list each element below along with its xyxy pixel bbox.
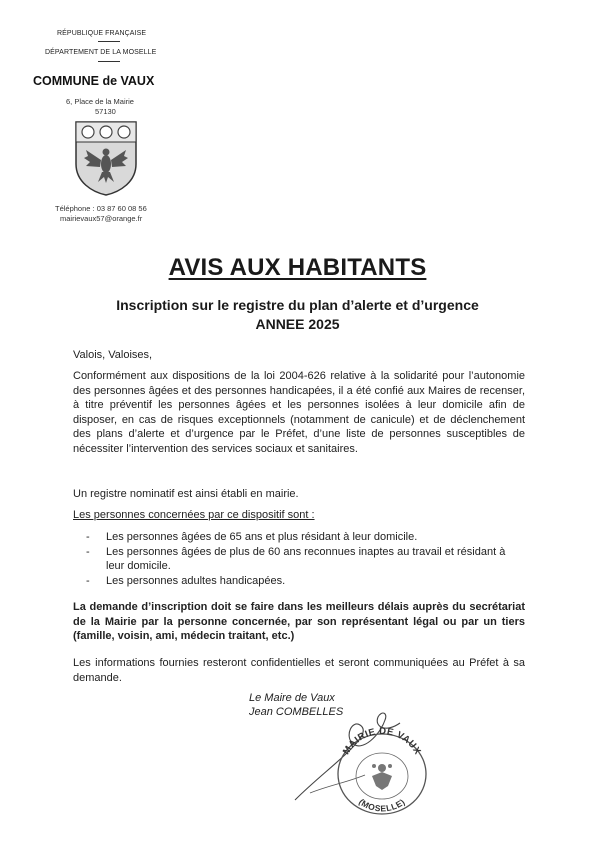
republic-line: RÉPUBLIQUE FRANÇAISE xyxy=(57,30,147,37)
concerned-list xyxy=(86,530,526,588)
subtitle-line-1: Inscription sur le registre du plan d’alerte et d’urgence xyxy=(116,297,479,313)
republic-divider xyxy=(98,41,120,42)
signature-role: Le Maire de Vaux xyxy=(249,692,335,704)
stamp-top-text: MAIRIE DE VAUX xyxy=(340,725,424,757)
address-line-1: 6, Place de la Mairie xyxy=(66,97,134,106)
subtitle-line-2: ANNEE 2025 xyxy=(255,316,340,332)
list-item: - Les personnes âgées de plus de 60 ans reconnues inaptes au travail et résidant à leur domicile. xyxy=(86,545,526,574)
address-line-2: 57130 xyxy=(95,107,116,116)
concerned-heading-text: Les personnes concernées par ce dispositif sont : xyxy=(73,509,315,521)
svg-text:MAIRIE DE VAUX xyxy=(341,726,423,757)
email-line: mairievaux57@orange.fr xyxy=(60,214,143,223)
paragraph-2: Un registre nominatif est ainsi établi en mairie. xyxy=(73,488,299,500)
phone-line: Téléphone : 03 87 60 08 56 xyxy=(55,204,147,213)
commune-name: COMMUNE de VAUX xyxy=(33,74,155,88)
registration-instructions: La demande d’inscription doit se faire dans les meilleurs délais auprès du secrétariat de la Mairie par la personne concernée, par son représentant légal ou par un tiers (famille, voisin, ami, médecin traitant, etc.) xyxy=(73,601,525,643)
closing-paragraph: Les informations fournies resteront confidentielles et seront communiquées au Préfet à sa demande. xyxy=(73,657,525,684)
page-title: AVIS AUX HABITANTS xyxy=(168,254,427,281)
concerned-heading xyxy=(73,508,525,523)
department-line: DÉPARTEMENT DE LA MOSELLE xyxy=(45,49,157,56)
greeting: Valois, Valoises, xyxy=(73,349,153,361)
paragraph-1: Conformément aux dispositions de la loi 2004-626 relative à la solidarité pour l’autonomie des personnes âgées et des personnes handicapées, il a été confié aux Maires de recenser, à titre préventif les personnes âgées et les personnes isolées à leur domicile afin de disposer, en cas de risques exceptionnels (notamment de canicule) et de déclenchement des plans d’alerte et d’urgence par le Préfet, d’une liste de personnes susceptibles de nécessiter l’intervention des services sociaux et sanitaires. xyxy=(73,370,525,455)
list-item: - Les personnes âgées de 65 ans et plus résidant à leur domicile. xyxy=(86,530,526,545)
list-item: - Les personnes adultes handicapées. xyxy=(86,574,526,589)
coat-of-arms-icon xyxy=(74,120,138,196)
signature-name: Jean COMBELLES xyxy=(249,706,344,718)
mairie-stamp xyxy=(328,720,436,820)
department-divider xyxy=(98,61,120,62)
stamp-bottom-text: (MOSELLE) xyxy=(357,796,407,814)
